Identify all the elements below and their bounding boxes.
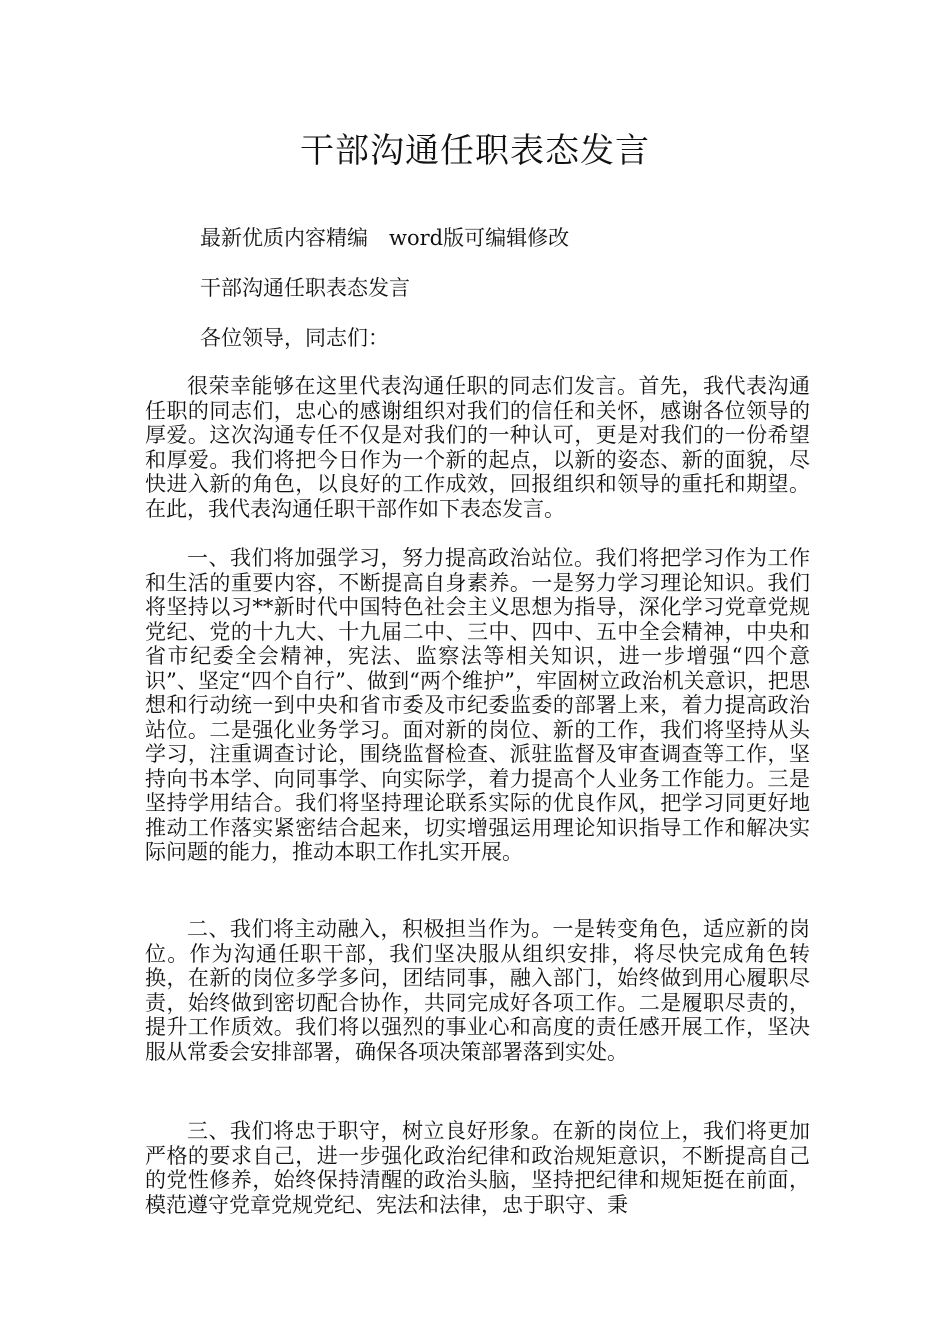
paragraph-section-one: 一、我们将加强学习，努力提高政治站位。我们将把学习作为工作和生活的重要内容，不断提高自身素养。一是努力学习理论知识。我们将坚持以习**新时代中国特色社会主义思想为指导，深化学习党章党规党纪、党的十九大、十九届二中、三中、四中、五中全会精神，中央和省市纪委全会精神，宪法、监察法等相关知识，进一步增强“四个意识”、坚定“四个自行”、做到“两个维护”，牢固树立政治机关意识，把思想和行动统一到中央和省市委及市纪委监委的部署上来，着力提高政治站位。二是强化业务学习。面对新的岗位、新的工作，我们将坚持从头学习，注重调查讨论，围绕监督检查、派驻监督及审查调查等工作，坚持向书本学、向同事学、向实际学，着力提高个人业务工作能力。三是坚持学用结合。我们将坚持理论联系实际的优良作风，把学习同更好地推动工作落实紧密结合起来，切实增强运用理论知识指导工作和解决实际问题的能力，推动本职工作扎实开展。 — [145, 546, 810, 864]
paragraph-opening: 很荣幸能够在这里代表沟通任职的同志们发言。首先，我代表沟通任职的同志们，忠心的感谢组织对我们的信任和关怀，感谢各位领导的厚爱。这次沟通专任不仅是对我们的一种认可，更是对我们的一份希望和厚爱。我们将把今日作为一个新的起点，以新的姿态、新的面貌，尽快进入新的角色，以良好的工作成效，回报组织和领导的重托和期望。在此，我代表沟通任职干部作如下表态发言。 — [145, 374, 810, 521]
paragraph-section-two: 二、我们将主动融入，积极担当作为。一是转变角色，适应新的岗位。作为沟通任职干部，我们坚决服从组织安排，将尽快完成角色转换，在新的岗位多学多问，团结同事，融入部门，始终做到用心履职尽责，始终做到密切配合协作，共同完成好各项工作。二是履职尽责的，提升工作质效。我们将以强烈的事业心和高度的责任感开展工作，坚决服从常委会安排部署，确保各项决策部署落到实处。 — [145, 917, 810, 1064]
paragraph-section-three: 三、我们将忠于职守，树立良好形象。在新的岗位上，我们将更加严格的要求自己，进一步强化政治纪律和政治规矩意识，不断提高自己的党性修养，始终保持清醒的政治头脑，坚持把纪律和规矩挺在前面，模范遵守党章党规党纪、宪法和法律，忠于职守、秉 — [145, 1119, 810, 1217]
document-subtitle: 干部沟通任职表态发言 — [200, 276, 410, 300]
document-title: 干部沟通任职表态发言 — [300, 131, 650, 171]
header-note: 最新优质内容精编 word版可编辑修改 — [200, 226, 570, 250]
salutation: 各位领导，同志们： — [200, 326, 389, 350]
